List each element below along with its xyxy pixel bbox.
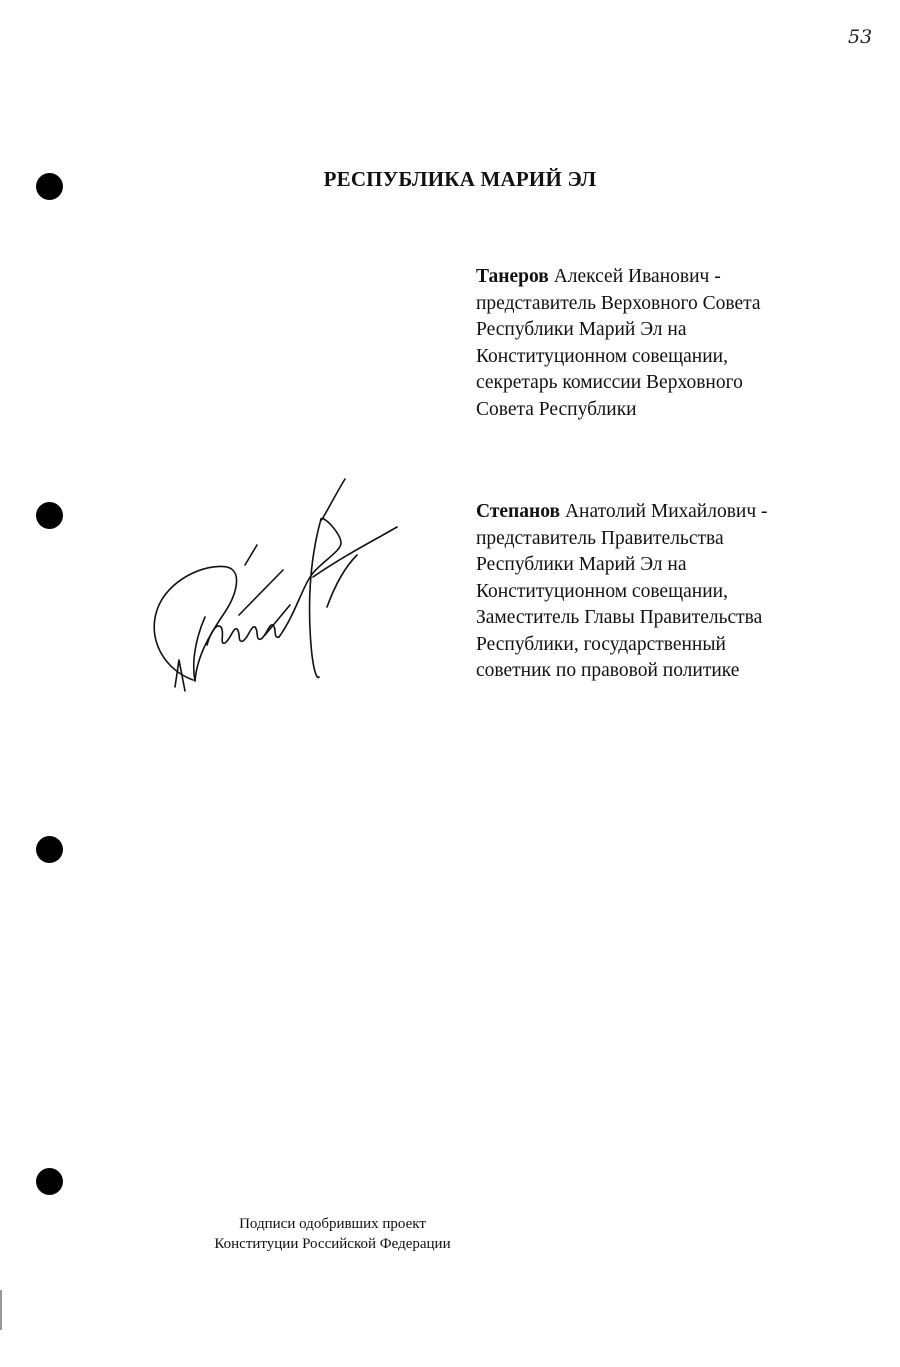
surname: Танеров xyxy=(476,266,549,287)
entry-line: Конституционном совещании, xyxy=(476,345,728,367)
entry-line: Совета Республики xyxy=(476,398,637,420)
footer-line-1: Подписи одобривших проект xyxy=(239,1216,426,1232)
entry-line: Республики Марий Эл на xyxy=(476,319,687,340)
page-number: 53 xyxy=(848,26,873,48)
entry-line: Республики, государственный xyxy=(476,633,726,655)
signatory-entry-stepanov xyxy=(476,499,876,685)
entry-line: представитель Правительства xyxy=(476,527,724,549)
entry-line-part: Республики Марий Эл xyxy=(476,554,663,575)
punch-hole-4 xyxy=(36,1168,63,1195)
entry-line: Заместитель Главы Правительства xyxy=(476,607,763,628)
entry-heading xyxy=(476,499,876,526)
entry-line: советник по правовой политике xyxy=(476,660,740,681)
entry-line: секретарь комиссии Верховного xyxy=(476,372,743,393)
scan-edge-mark xyxy=(0,1290,2,1330)
punch-hole-3 xyxy=(36,836,63,863)
entry-line xyxy=(476,552,876,579)
entry-heading xyxy=(476,264,876,291)
entry-line-part: на xyxy=(667,554,687,575)
signatory-entry-taneroy xyxy=(476,264,876,423)
document-title: РЕСПУБЛИКА МАРИЙ ЭЛ xyxy=(323,167,597,191)
name-rest: Алексей Иванович - xyxy=(548,266,721,287)
punch-hole-2 xyxy=(36,502,63,529)
entry-line: Конституционном совещании, xyxy=(476,580,728,602)
handwritten-signature xyxy=(145,455,415,705)
footer-caption xyxy=(150,1214,515,1254)
name-rest: Анатолий Михайлович - xyxy=(560,501,768,522)
footer-line-2: Конституции Российской Федерации xyxy=(214,1236,451,1252)
surname: Степанов xyxy=(476,501,561,522)
entry-line: представитель Верховного Совета xyxy=(476,292,761,314)
